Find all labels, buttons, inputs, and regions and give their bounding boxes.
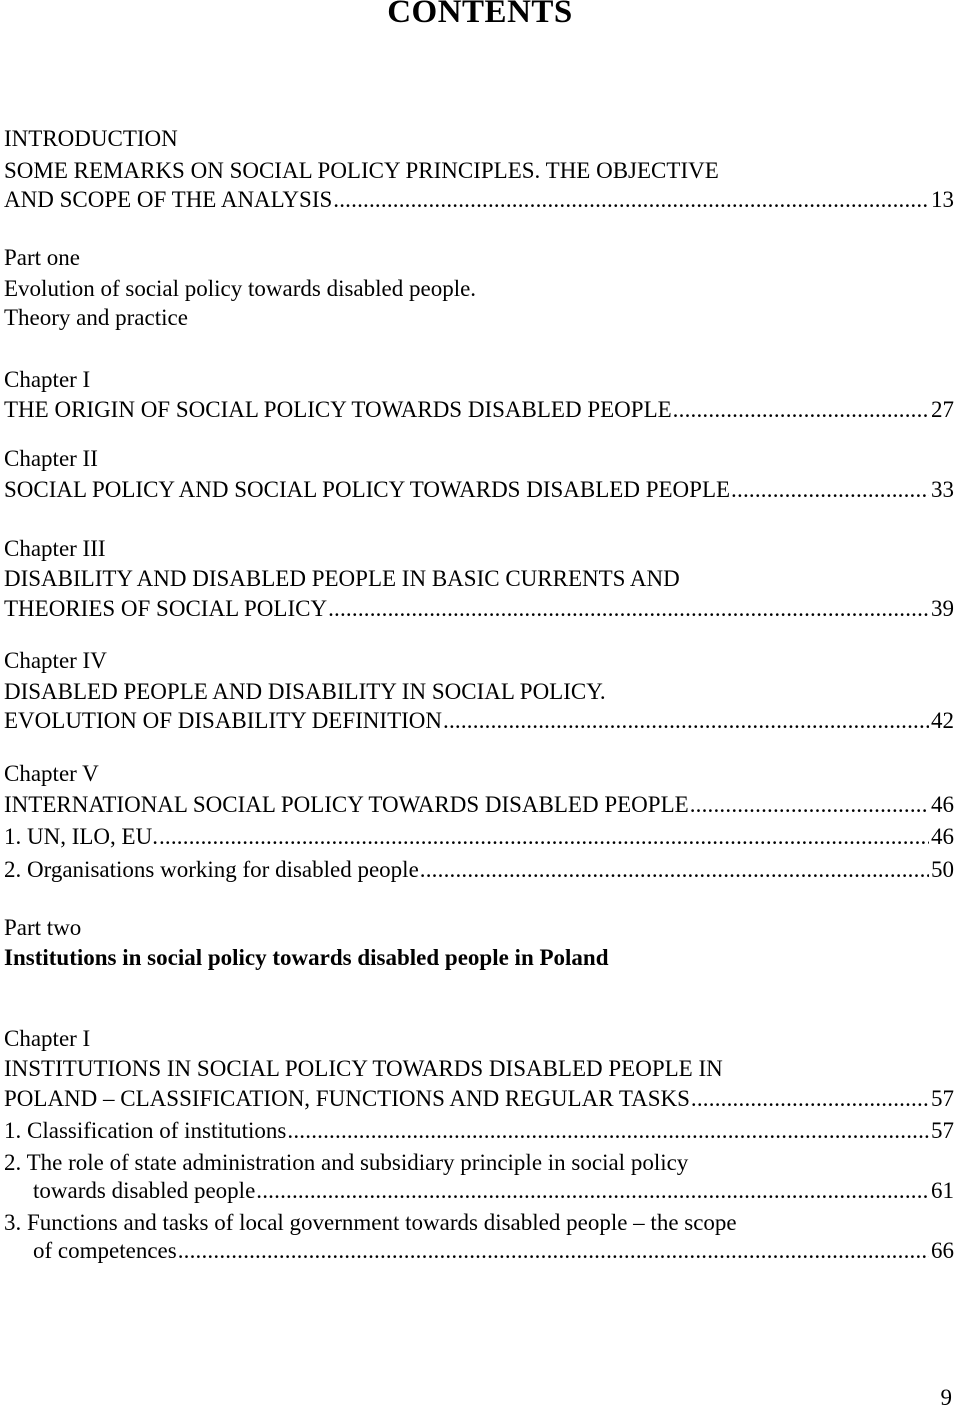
item-text: 2. Organisations working for disabled people [4, 857, 419, 882]
chapter-title: POLAND – CLASSIFICATION, FUNCTIONS AND REGULAR TASKS [4, 1086, 690, 1111]
part1-title-line2: Theory and practice [4, 305, 188, 330]
dot-leader [287, 1116, 929, 1146]
dot-leader [328, 594, 929, 624]
part1-chapter3-label: Chapter III [4, 536, 106, 561]
part1-chapter3-title-line1: DISABILITY AND DISABLED PEOPLE IN BASIC CURRENTS AND [4, 566, 680, 591]
item-page: 66 [931, 1238, 954, 1263]
toc-item [4, 822, 954, 852]
intro-label: INTRODUCTION [4, 126, 178, 151]
item-page: 57 [931, 1118, 954, 1143]
part1-chapter4-entry [4, 706, 954, 736]
part1-chapter5-entry [4, 790, 954, 820]
item-page: 46 [931, 824, 954, 849]
part1-label: Part one [4, 245, 81, 270]
toc-item [4, 1176, 954, 1206]
dot-leader [731, 475, 929, 505]
dot-leader [690, 790, 929, 820]
intro-title-line2: AND SCOPE OF THE ANALYSIS [4, 187, 333, 212]
intro-entry [4, 185, 954, 215]
dot-leader [673, 395, 929, 425]
chapter-page: 39 [931, 596, 954, 621]
part1-chapter5-label: Chapter V [4, 761, 99, 786]
dot-leader [420, 855, 929, 885]
chapter-title: EVOLUTION OF DISABILITY DEFINITION [4, 708, 442, 733]
part2-chapter1-label: Chapter I [4, 1026, 91, 1051]
dot-leader [256, 1176, 929, 1206]
dot-leader [333, 185, 929, 215]
page-number: 9 [940, 1385, 952, 1410]
chapter-title: THE ORIGIN OF SOCIAL POLICY TOWARDS DISABLED PEOPLE [4, 397, 672, 422]
part1-chapter2-entry [4, 475, 954, 505]
chapter-title: THEORIES OF SOCIAL POLICY [4, 596, 328, 621]
chapter-title: SOCIAL POLICY AND SOCIAL POLICY TOWARDS DISABLED PEOPLE [4, 477, 731, 502]
part1-chapter4-label: Chapter IV [4, 648, 107, 673]
part1-chapter2-label: Chapter II [4, 446, 98, 471]
item-text: towards disabled people [33, 1178, 256, 1203]
chapter-page: 57 [931, 1086, 954, 1111]
dot-leader [443, 706, 929, 736]
dot-leader [159, 822, 929, 852]
toc-item-line1: 3. Functions and tasks of local government towards disabled people – the scope [4, 1210, 737, 1235]
toc-item [4, 855, 954, 885]
intro-title-line1: SOME REMARKS ON SOCIAL POLICY PRINCIPLES. THE OBJECTIVE [4, 158, 719, 183]
toc-item-line1: 2. The role of state administration and subsidiary principle in social policy [4, 1150, 689, 1175]
toc-item [4, 1116, 954, 1146]
part1-chapter4-title-line1: DISABLED PEOPLE AND DISABILITY IN SOCIAL POLICY. [4, 679, 606, 704]
part1-chapter1-entry [4, 395, 954, 425]
part1-chapter1-label: Chapter I [4, 367, 91, 392]
item-page: 50 [931, 857, 954, 882]
toc-item [4, 1236, 954, 1266]
part2-chapter1-title-line1: INSTITUTIONS IN SOCIAL POLICY TOWARDS DISABLED PEOPLE IN [4, 1056, 723, 1081]
dot-leader [178, 1236, 929, 1266]
chapter-page: 27 [931, 397, 954, 422]
item-text: of competences [33, 1238, 177, 1263]
part2-chapter1-entry [4, 1084, 954, 1114]
item-text: 1. Classification of institutions [4, 1118, 287, 1143]
part1-title-line1: Evolution of social policy towards disabled people. [4, 276, 477, 301]
chapter-title: INTERNATIONAL SOCIAL POLICY TOWARDS DISABLED PEOPLE [4, 792, 689, 817]
dot-leader [691, 1084, 929, 1114]
page-title: CONTENTS [387, 0, 573, 30]
part2-title: Institutions in social policy towards disabled people in Poland [4, 945, 609, 970]
chapter-page: 46 [931, 792, 954, 817]
chapter-page: 33 [931, 477, 954, 502]
item-text: 1. UN, ILO, EU. [4, 824, 158, 849]
part2-label: Part two [4, 915, 82, 940]
part1-chapter3-entry [4, 594, 954, 624]
item-page: 61 [931, 1178, 954, 1203]
intro-page: 13 [931, 187, 954, 212]
chapter-page: 42 [931, 708, 954, 733]
